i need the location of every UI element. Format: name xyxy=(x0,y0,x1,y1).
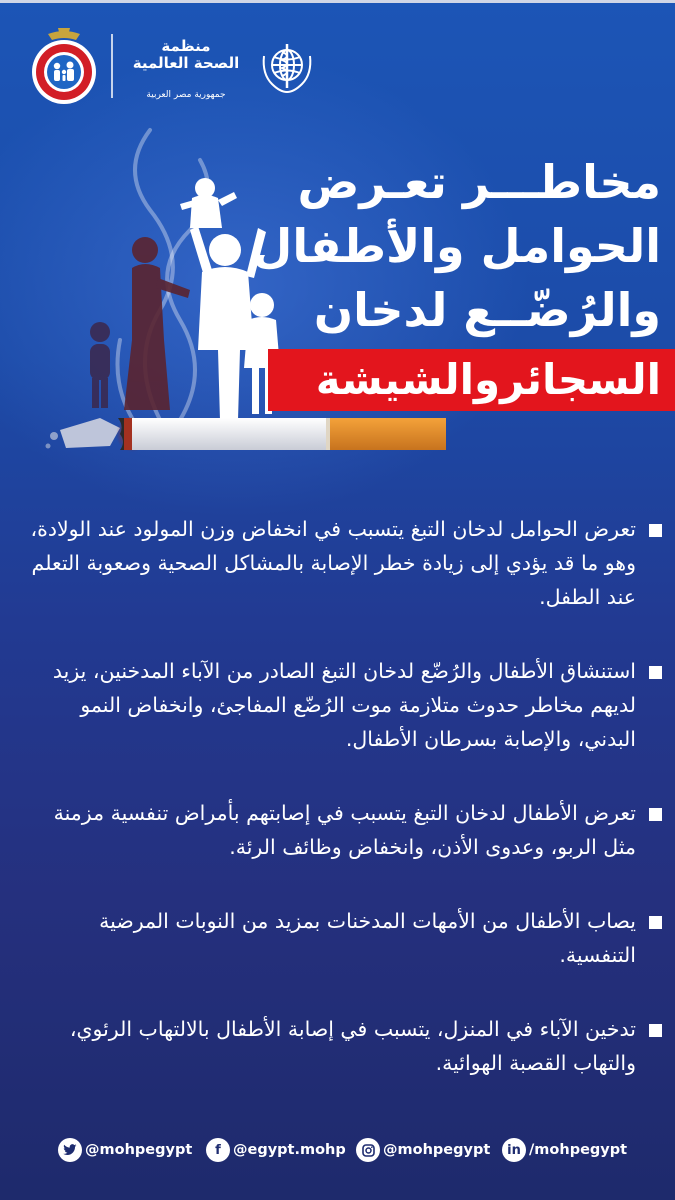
list-item xyxy=(18,512,664,614)
list-item xyxy=(18,654,664,756)
linkedin-icon: in xyxy=(502,1138,526,1162)
facebook-icon: f xyxy=(206,1138,230,1162)
social-links xyxy=(0,1136,675,1164)
list-item xyxy=(18,1012,664,1080)
title-highlight-banner: السجائروالشيشة xyxy=(268,349,675,411)
list-item-text: يصاب الأطفال من الأمهات المدخنات بمزيد من النوبات المرضية التنفسية. xyxy=(99,909,636,967)
list-item xyxy=(18,904,664,972)
title-line-1: مخاطـــر تعـرض xyxy=(297,155,661,209)
list-item-text: تعرض الأطفال لدخان التبغ يتسبب في إصابتهم بأمراض تنفسية مزمنة مثل الربو، وعدوى الأذن، وانخفاض وظائف الرئة. xyxy=(53,801,636,859)
social-handle: @mohpegypt xyxy=(85,1142,193,1158)
social-twitter[interactable] xyxy=(58,1136,192,1164)
twitter-icon xyxy=(58,1138,82,1162)
who-logo xyxy=(132,38,322,108)
list-item-text: تعرض الحوامل لدخان التبغ يتسبب في انخفاض وزن المولود عند الولادة، وهو ما قد يؤدي إلى زيادة خطر الإصابة بالمشاكل الصحية وصعوبة التعلم عند الطفل. xyxy=(30,517,636,609)
title-line-2: الحوامل والأطفال xyxy=(252,219,661,273)
social-handle: @mohpegypt xyxy=(383,1142,491,1158)
list-item-text: استنشاق الأطفال والرُضّع لدخان التبغ الصادر من الآباء المدخنين، يزيد لديهم مخاطر حدوث متلازمة موت الرُضّع المفاجئ، وانخفاض النمو البدني، والإصابة بسرطان الأطفال. xyxy=(52,659,636,751)
list-item-text: تدخين الآباء في المنزل، يتسبب في إصابة الأطفال بالالتهاب الرئوي، والتهاب القصبة الهوائية. xyxy=(69,1017,636,1075)
bullet-square-icon xyxy=(649,524,662,537)
risk-list xyxy=(18,512,664,1120)
who-name xyxy=(116,38,256,72)
bullet-square-icon xyxy=(649,916,662,929)
social-linkedin[interactable] xyxy=(502,1136,627,1164)
top-border xyxy=(0,0,675,3)
who-country: جمهورية مصر العربية xyxy=(146,90,226,100)
bullet-square-icon xyxy=(649,808,662,821)
social-instagram[interactable] xyxy=(356,1136,490,1164)
social-facebook[interactable] xyxy=(206,1136,346,1164)
logo-divider xyxy=(111,34,113,98)
title-line-3: والرُضّــع لدخان xyxy=(313,283,661,337)
who-name-line2: الصحة العالمية xyxy=(132,54,240,72)
who-name-line1: منظمة xyxy=(161,37,211,55)
ministry-of-health-logo xyxy=(24,26,104,108)
instagram-icon xyxy=(356,1138,380,1162)
page-title xyxy=(252,150,661,342)
bullet-square-icon xyxy=(649,666,662,679)
social-handle: /mohpegypt xyxy=(529,1142,628,1158)
list-item xyxy=(18,796,664,864)
social-handle: @egypt.mohp xyxy=(233,1142,346,1158)
who-emblem-icon xyxy=(258,38,316,96)
bullet-square-icon xyxy=(649,1024,662,1037)
